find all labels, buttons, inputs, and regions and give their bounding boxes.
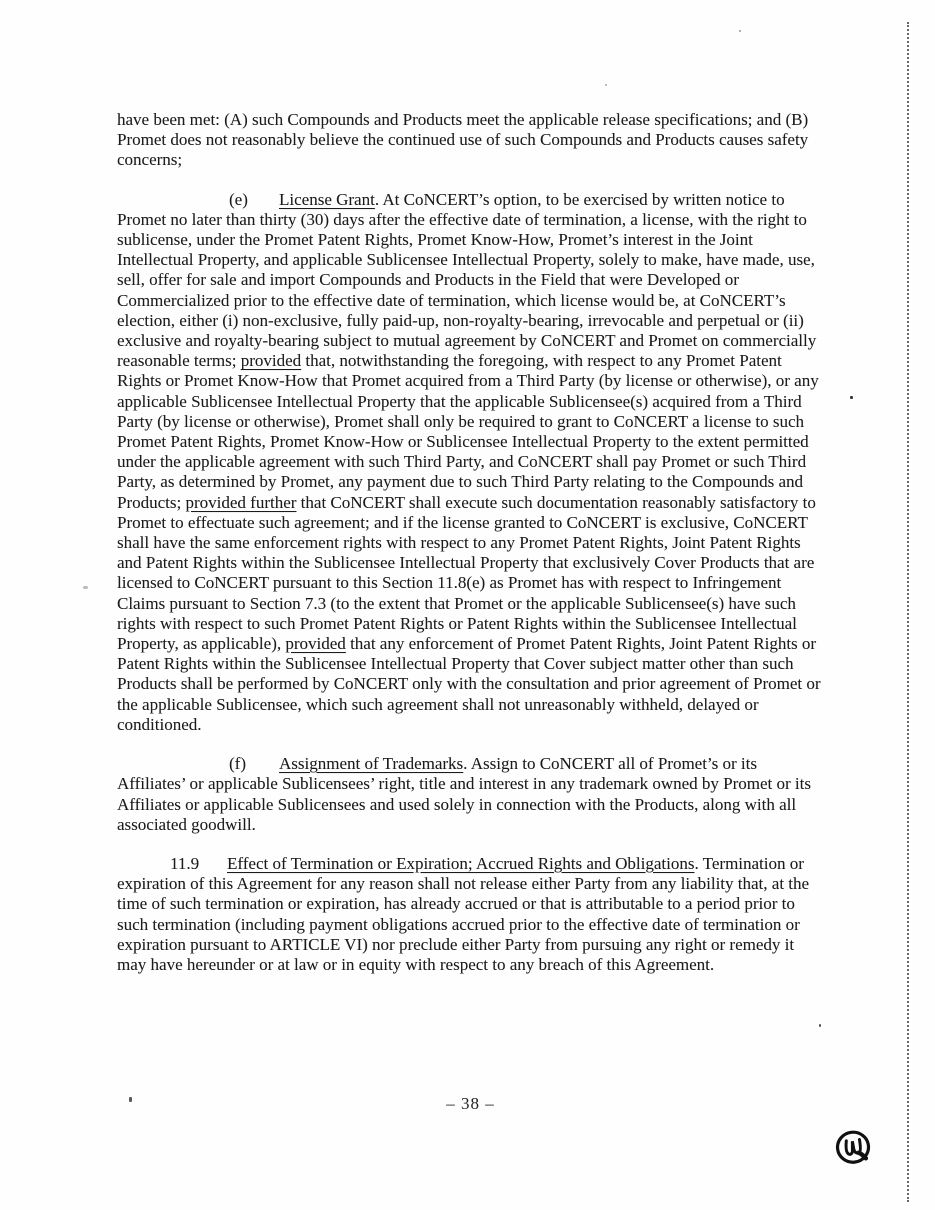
text-run: that, notwithstanding the foregoing, with respect to any Promet Patent Rights or Promet Know-How that Promet acquired from a Third Party (by license or otherwise), or any applicable Sublicensee Intellectual Property that the applicable Sublicensee(s) acquired from a Third Party (by license or otherwise), Promet shall only be required to grant to CoNCERT a license to such Promet Patent Rights, Promet Know-How or Sublicensee Intellectual Property to the extent permitted under the applicable agreement with such Third Party, and CoNCERT shall pay Promet or such Third Party, as determined by Promet, any payment due to such Third Party relating to the Compounds and Products; bbox=[117, 351, 819, 512]
paragraph-continuation bbox=[117, 110, 824, 171]
text-run: . Termination or expiration of this Agreement for any reason shall not release either Party from any liability that, at the time of such termination or expiration, has already accrued or that is attributable to a period prior to such termination (including payment obligations accrued prior to the effective date of termination or expiration pursuant to ARTICLE VI) nor preclude either Party from pursuing any right or remedy it may have hereunder or at law or in equity with respect to any breach of this Agreement. bbox=[117, 853, 810, 974]
underlined-heading-text: Assignment of Trademarks bbox=[279, 754, 464, 774]
paragraph-marker: (e) bbox=[229, 189, 248, 209]
circled-w-mark-icon bbox=[830, 1122, 881, 1173]
underlined-heading-text: provided bbox=[285, 634, 346, 654]
paragraph-clause-f bbox=[117, 754, 824, 835]
paragraph-section-11-9 bbox=[117, 854, 824, 975]
paragraph-marker: 11.9 bbox=[170, 853, 200, 873]
paragraph-marker: (f) bbox=[229, 754, 246, 774]
scan-speck bbox=[129, 1097, 132, 1102]
scan-speck bbox=[739, 30, 741, 32]
text-run: . Assign to CoNCERT all of Promet’s or its Affiliates’ or applicable Sublicensees’ right, title and interest in any trademark owned by Promet or its Affiliates or applicable Sublicensees and used solely in connection with the Products, along with all associated goodwill. bbox=[117, 754, 811, 834]
text-run: . At CoNCERT’s option, to be exercised by written notice to Promet no later than thirty (30) days after the effective date of termination, a license, with the right to sublicense, under the Promet Patent Rights, Promet Know-How, Promet’s interest in the Joint Intellectual Property, and applicable Sublicensee Intellectual Property, solely to make, have made, use, sell, offer for sale and import Compounds and Products in the Field that were Developed or Commercialized prior to the effective date of termination, which license would be, at CoNCERT’s election, either (i) non-exclusive, fully paid-up, non-royalty-bearing, irrevocable and perpetual or (ii) exclusive and royalty-bearing subject to mutual agreement by CoNCERT and Promet on commercially reasonable terms; bbox=[117, 189, 817, 371]
document-body bbox=[117, 110, 824, 994]
text-run: that any enforcement of Promet Patent Rights, Joint Patent Rights or Patent Rights within the Sublicensee Intellectual Property that Cover subject matter other than such Products shall be performed by CoNCERT only with the consultation and prior agreement of Promet or the applicable Sublicensee, which such agreement shall not unreasonably withheld, delayed or conditioned. bbox=[117, 634, 821, 734]
page-number: – 38 – bbox=[446, 1094, 495, 1113]
underlined-heading-text: License Grant bbox=[279, 189, 375, 209]
scan-speck bbox=[83, 586, 88, 589]
scan-speck bbox=[850, 396, 853, 399]
text-run: that CoNCERT shall execute such documentation reasonably satisfactory to Promet to effectuate such agreement; and if the license granted to CoNCERT is exclusive, CoNCERT shall have the same enforcement rights with respect to any Promet Patent Rights, Joint Patent Rights and Patent Rights within the Sublicensee Intellectual Property that exclusively Cover Products that are licensed to CoNCERT pursuant to this Section 11.8(e) as Promet has with respect to Infringement Claims pursuant to Section 7.3 (to the extent that Promet or the applicable Sublicensee(s) have such rights with respect to such Promet Patent Rights or Patent Rights within the Sublicensee Intellectual Property, as applicable), bbox=[117, 492, 816, 654]
scan-speck bbox=[605, 84, 607, 86]
handwritten-circled-initials bbox=[830, 1122, 881, 1173]
scan-edge-artifact-line bbox=[907, 22, 909, 1202]
underlined-heading-text: provided bbox=[240, 351, 302, 371]
text-run: have been met: (A) such Compounds and Products meet the applicable release specifications; and (B) Promet does not reasonably believe the continued use of such Compounds and Products causes safety concerns; bbox=[117, 110, 809, 170]
scan-speck bbox=[819, 1024, 821, 1027]
underlined-heading-text: provided further bbox=[185, 492, 297, 512]
underlined-heading-text: Effect of Termination or Expiration; Accrued Rights and Obligations bbox=[227, 853, 695, 873]
paragraph-clause-e bbox=[117, 190, 824, 735]
